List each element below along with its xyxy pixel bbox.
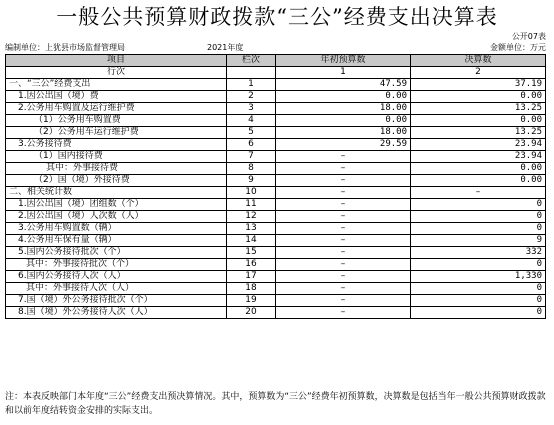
row-final: 0 [411,211,546,223]
row-budget: – [276,235,411,247]
expenditure-table [5,54,546,319]
row-budget: – [276,163,411,175]
row-budget: 0.00 [276,115,411,127]
table-row [6,235,546,247]
table-row [6,247,546,259]
row-seq: 14 [227,235,276,247]
row-item-name: （2）公务用车运行维护费 [6,127,227,139]
row-final: 0 [411,307,546,319]
row-budget: – [276,259,411,271]
row-seq: 10 [227,187,276,199]
row-item-name: （1）国内接待费 [6,151,227,163]
row-final: 0.00 [411,91,546,103]
table-row [6,211,546,223]
row-budget: – [276,199,411,211]
order-row [6,67,546,79]
row-budget: – [276,151,411,163]
row-final: 0 [411,199,546,211]
row-seq: 11 [227,199,276,211]
fiscal-year: 2021年度 [207,43,244,52]
row-item-name: 3.公务用车购置数（辆） [6,223,227,235]
row-seq: 1 [227,79,276,91]
table-row [6,139,546,151]
order-seq [227,67,276,79]
form-code: 公开07表 [511,32,546,41]
row-seq: 20 [227,307,276,319]
row-budget: 29.59 [276,139,411,151]
row-final: 23.94 [411,151,546,163]
header-budget: 年初预算数 [276,55,411,67]
table-row [6,115,546,127]
row-budget: 18.00 [276,127,411,139]
row-budget: – [276,307,411,319]
row-seq: 13 [227,223,276,235]
row-budget: – [276,223,411,235]
order-label: 行次 [6,67,227,79]
row-item-name: 8.国（境）外公务接待人次（人） [6,307,227,319]
row-item-name: 一、“三公”经费支出 [6,79,227,91]
row-item-name: 4.公务用车保有量（辆） [6,235,227,247]
table-row [6,127,546,139]
table-row [6,307,546,319]
row-budget: – [276,175,411,187]
row-seq: 18 [227,283,276,295]
row-item-name: 1.因公出国（境）费 [6,91,227,103]
row-seq: 17 [227,271,276,283]
row-seq: 7 [227,151,276,163]
row-budget: 0.00 [276,91,411,103]
row-seq: 8 [227,163,276,175]
table-row [6,151,546,163]
table-header-row [6,55,546,67]
row-item-name: 7.国（境）外公务接待批次（个） [6,295,227,307]
row-item-name: 其中：外事接待人次（人） [6,283,227,295]
row-final: 37.19 [411,79,546,91]
row-item-name: 其中：外事接待费 [6,163,227,175]
header-column-no: 栏次 [227,55,276,67]
row-final: 0 [411,295,546,307]
row-seq: 12 [227,211,276,223]
row-seq: 9 [227,175,276,187]
row-final: 0.00 [411,175,546,187]
table-row [6,79,546,91]
row-seq: 2 [227,91,276,103]
row-final: 0.00 [411,163,546,175]
row-item-name: 1.因公出国（境）团组数（个） [6,199,227,211]
row-item-name: 二、相关统计数 [6,187,227,199]
row-seq: 3 [227,103,276,115]
row-item-name: （2）国（境）外接待费 [6,175,227,187]
row-item-name: 3.公务接待费 [6,139,227,151]
row-seq: 5 [227,127,276,139]
table-row [6,187,546,199]
row-final: 0.00 [411,115,546,127]
order-budget: 1 [276,67,411,79]
row-item-name: 6.国内公务接待人次（人） [6,271,227,283]
row-seq: 16 [227,259,276,271]
row-seq: 6 [227,139,276,151]
row-final: 13.25 [411,127,546,139]
money-unit: 金额单位：万元 [490,43,546,52]
table-row [6,259,546,271]
row-final: 0 [411,223,546,235]
row-item-name: （1）公务用车购置费 [6,115,227,127]
row-budget: 47.59 [276,79,411,91]
row-final: 13.25 [411,103,546,115]
table-row [6,91,546,103]
header-item: 项目 [6,55,227,67]
row-final: 0 [411,283,546,295]
table-row [6,163,546,175]
row-budget: 18.00 [276,103,411,115]
row-final: 23.94 [411,139,546,151]
row-seq: 15 [227,247,276,259]
compiling-unit: 编制单位：上犹县市场监督管理局 [5,43,125,52]
header-final: 决算数 [411,55,546,67]
table-row [6,103,546,115]
row-budget: – [276,247,411,259]
row-item-name: 其中：外事接待批次（个） [6,259,227,271]
table-row [6,199,546,211]
table-row [6,271,546,283]
row-seq: 19 [227,295,276,307]
row-final: 0 [411,259,546,271]
order-final: 2 [411,67,546,79]
row-final: 1,330 [411,271,546,283]
row-budget: – [276,187,411,199]
table-row [6,223,546,235]
page-title: 一般公共预算财政拨款“三公”经费支出决算表 [56,5,498,29]
table-row [6,283,546,295]
row-item-name: 2.因公出国（境）人次数（人） [6,211,227,223]
row-budget: – [276,283,411,295]
row-item-name: 5.国内公务接待批次（个） [6,247,227,259]
row-seq: 4 [227,115,276,127]
row-budget: – [276,295,411,307]
table-row [6,295,546,307]
row-budget: – [276,271,411,283]
row-budget: – [276,211,411,223]
table-row [6,175,546,187]
row-final: 9 [411,235,546,247]
footnote: 注：本表反映部门本年度“三公”经费支出预决算情况。其中，预算数为“三公”经费年初预算数，决算数是包括当年一般公共预算财政拨款和以前年度结转资金安排的实际支出。 [5,392,546,416]
row-final: 332 [411,247,546,259]
row-item-name: 2.公务用车购置及运行维护费 [6,103,227,115]
row-final: – [411,187,546,199]
